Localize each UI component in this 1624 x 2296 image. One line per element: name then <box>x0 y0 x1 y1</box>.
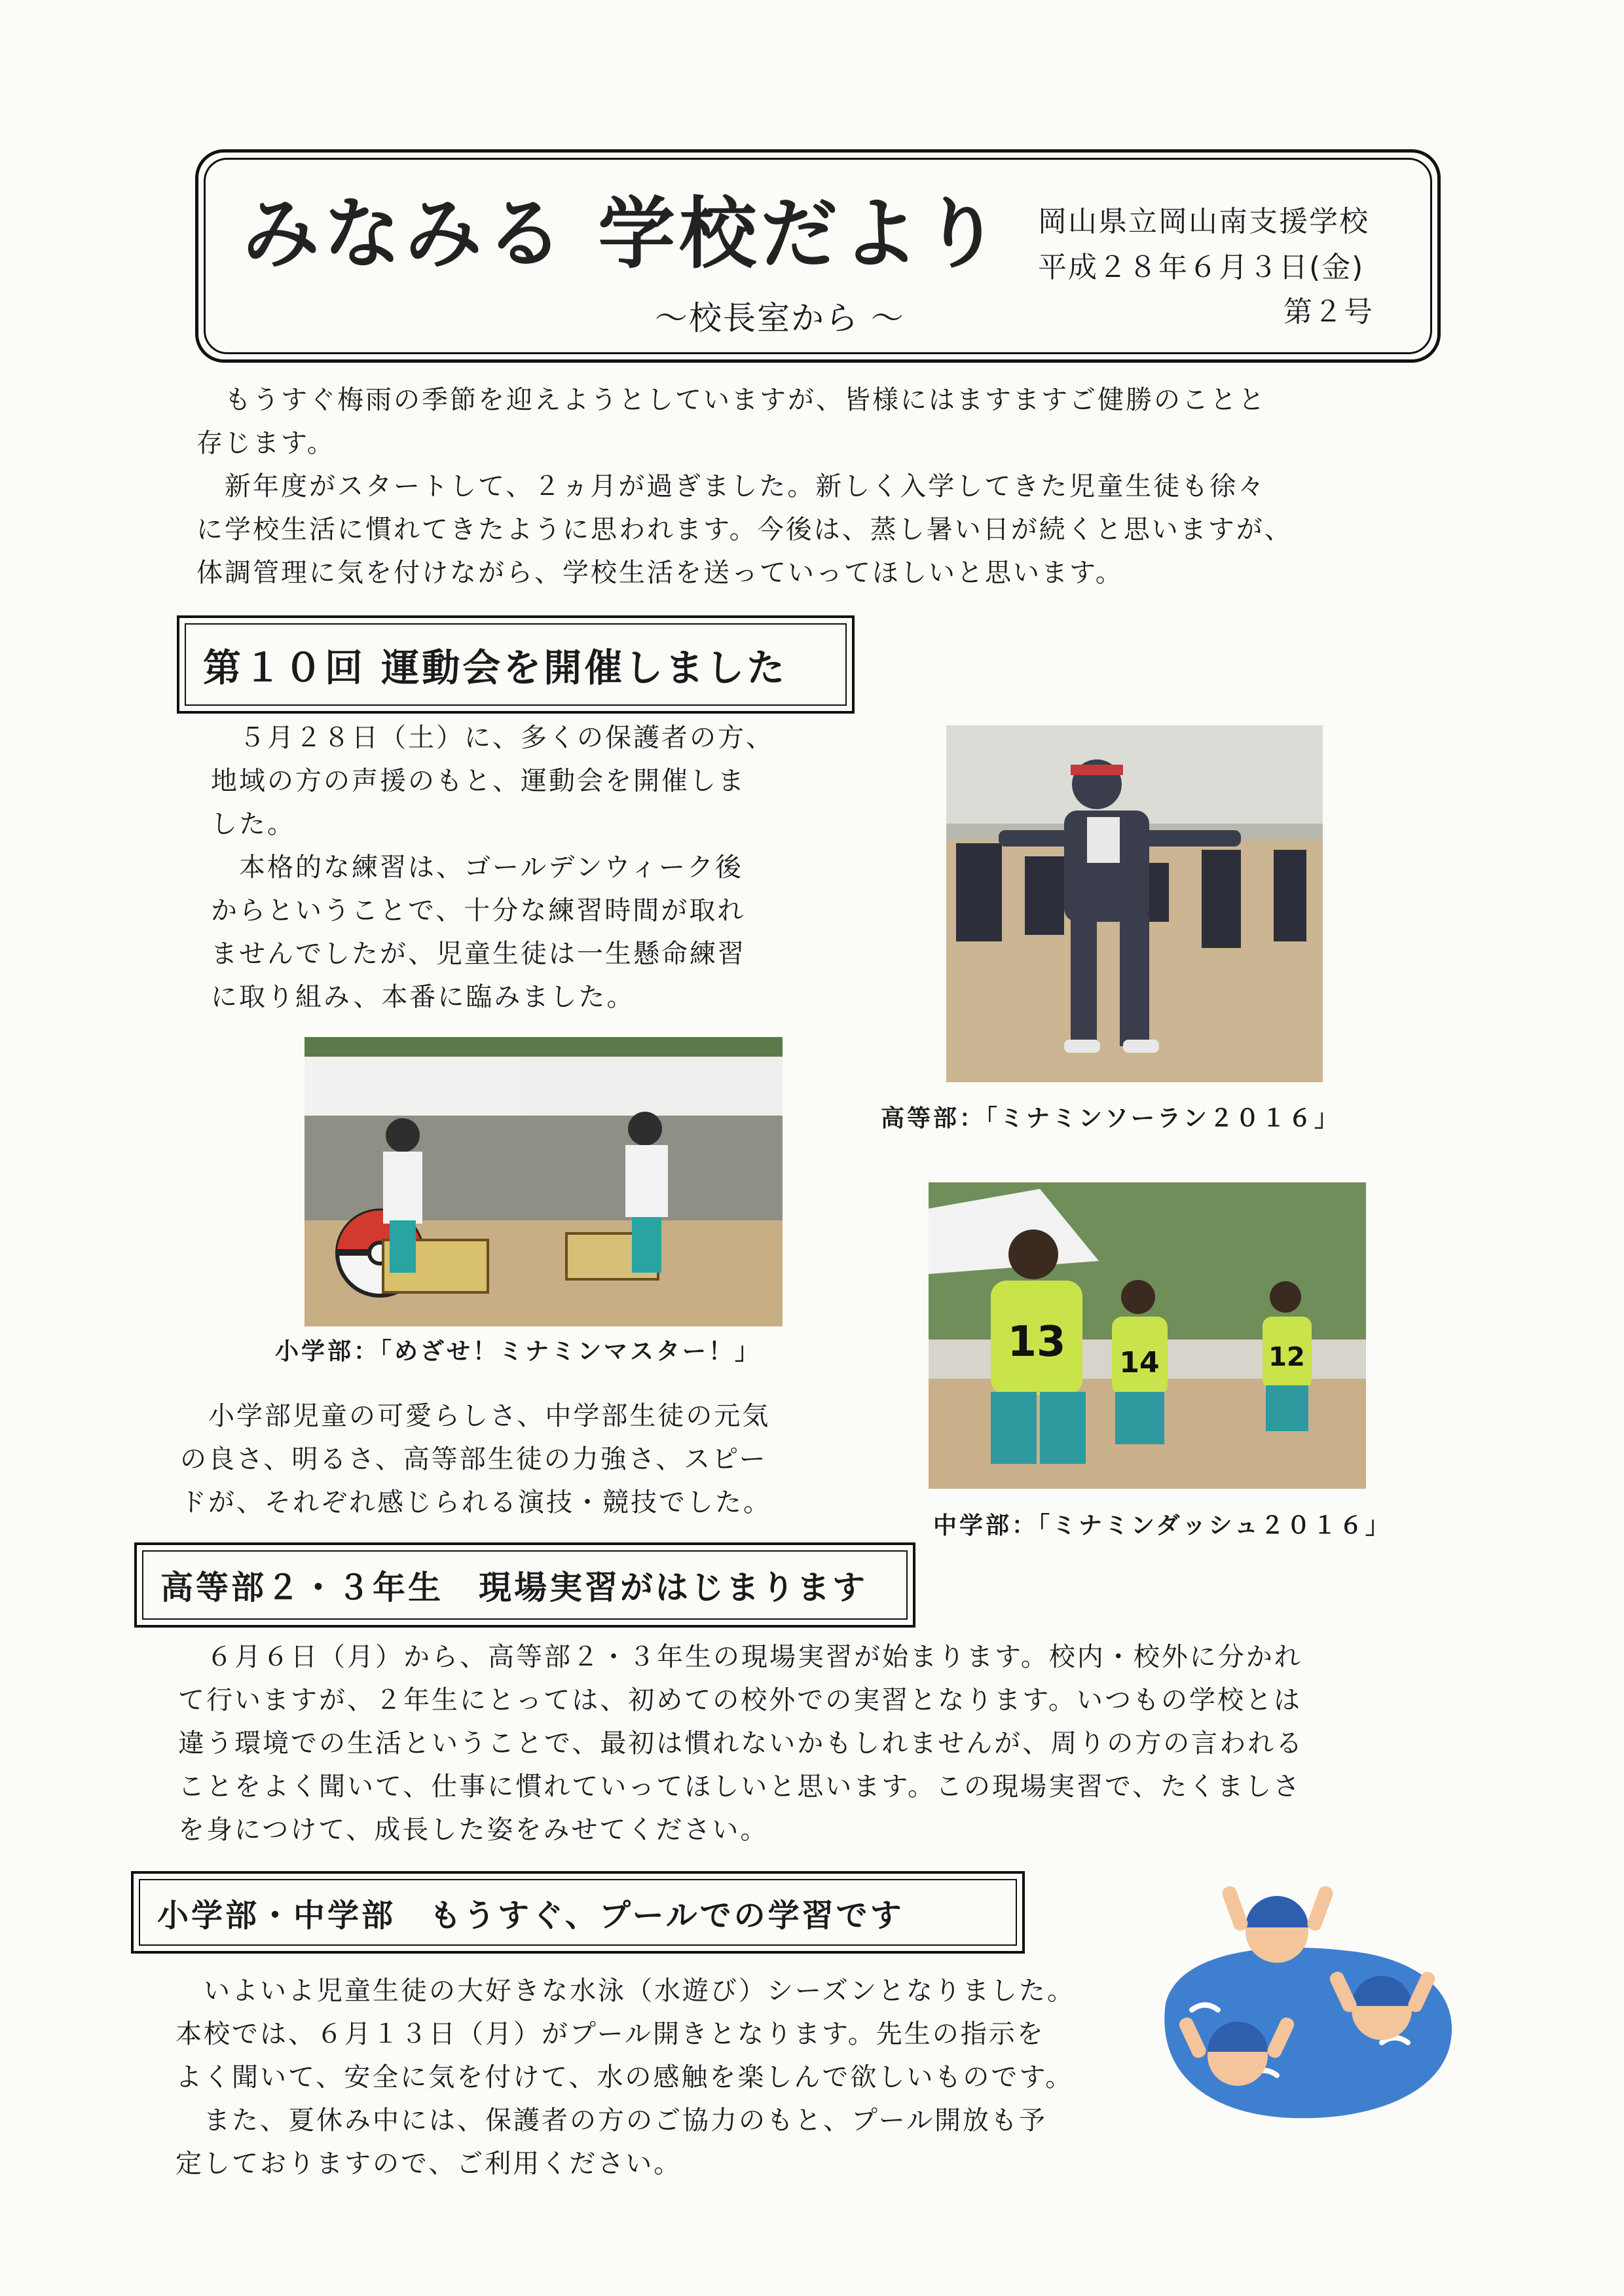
sports-day-line: ませんでしたが、児童生徒は一生懸命練習 <box>211 939 746 969</box>
newsletter-subtitle: ～校長室から ～ <box>655 299 905 337</box>
caption-elementary: 小学部：「めざせ！ミナミンマスター！」 <box>275 1338 762 1365</box>
intro-line: に学校生活に慣れてきたように思われます。今後は、蒸し暑い日が続くと思いますが、 <box>196 515 1293 545</box>
caption-high-school: 高等部：「ミナミンソーラン２０１６」 <box>881 1105 1341 1132</box>
sports-day-line: 地域の方の声援のもと、運動会を開催しま <box>211 766 746 796</box>
sports-day-line: ドが、それぞれ感じられる演技・競技でした。 <box>180 1487 771 1518</box>
internship-line: 違う環境での生活ということで、最初は慣れないかもしれませんが、周りの方の言われる <box>178 1728 1304 1758</box>
pool-line: いよいよ児童生徒の大好きな水泳（水遊び）シーズンとなりました。 <box>175 1976 1075 2006</box>
pool-heading-text: 小学部・中学部 もうすぐ、プールでの学習です <box>157 1897 904 1934</box>
pool-line: 定しておりますので、ご利用ください。 <box>175 2149 682 2179</box>
intro-text <box>196 378 1428 594</box>
pool-heading <box>131 1871 1025 1954</box>
school-name: 岡山県立岡山南支援学校 <box>1038 205 1369 238</box>
swimming-kids-illustration <box>1153 1879 1460 2128</box>
internship-heading-text: 高等部２・３年生 現場実習がはじまります <box>160 1569 868 1607</box>
internship-text <box>178 1635 1435 1851</box>
sports-day-line: の良さ、明るさ、高等部生徒の力強さ、スピー <box>180 1444 767 1474</box>
sports-day-text <box>211 716 826 1019</box>
pool-line: よく聞いて、安全に気を付けて、水の感触を楽しんで欲しいものです。 <box>175 2062 1074 2092</box>
internship-line: て行いますが、２年生にとっては、初めての校外での実習となります。いつもの学校とは <box>178 1685 1302 1715</box>
photo-elementary <box>304 1037 783 1326</box>
sports-day-line: した。 <box>211 809 295 839</box>
intro-line: 体調管理に気を付けながら、学校生活を送っていってほしいと思います。 <box>196 558 1124 588</box>
intro-line: 存じます。 <box>196 428 335 458</box>
intro-line: もうすぐ梅雨の季節を迎えようとしていますが、皆様にはますますご健勝のことと <box>196 385 1266 415</box>
internship-heading <box>134 1542 915 1628</box>
photo-junior-high-dash <box>929 1182 1366 1489</box>
internship-line: を身につけて、成長した姿をみせてください。 <box>178 1815 769 1845</box>
pool-line: 本校では、６月１３日（月）がプール開きとなります。先生の指示を <box>175 2019 1045 2049</box>
sports-day-line: 本格的な練習は、ゴールデンウィーク後 <box>211 852 743 883</box>
sports-day-line: に取り組み、本番に臨みました。 <box>211 982 635 1012</box>
sports-day-heading <box>177 615 855 714</box>
photo-high-school-dance <box>946 725 1323 1082</box>
bib-number-14: 14 <box>1119 1346 1160 1379</box>
sports-day-line: 小学部児童の可愛らしさ、中学部生徒の元気 <box>180 1401 771 1431</box>
intro-line: 新年度がスタートして、２ヵ月が過ぎました。新しく入学してきた児童生徒も徐々 <box>196 471 1266 501</box>
pool-line: また、夏休み中には、保護者の方のご協力のもと、プール開放も予 <box>175 2105 1047 2136</box>
bib-number-13: 13 <box>1007 1318 1066 1366</box>
sports-day-heading-text: 第１０回 運動会を開催しました <box>203 646 788 690</box>
issue-date: 平成２８年６月３日(金) <box>1038 251 1365 284</box>
internship-line: ことをよく聞いて、仕事に慣れていってほしいと思います。この現場実習で、たくましさ <box>178 1772 1302 1802</box>
issue-number: 第２号 <box>1283 295 1374 329</box>
newsletter-title: みなみる 学校だより <box>242 189 1005 279</box>
caption-junior-high: 中学部：「ミナミンダッシュ２０１６」 <box>933 1512 1392 1539</box>
sports-day-summary <box>180 1394 868 1524</box>
bib-number-12: 12 <box>1268 1342 1305 1372</box>
sports-day-line: ５月２８日（土）に、多くの保護者の方、 <box>211 723 774 753</box>
internship-line: ６月６日（月）から、高等部２・３年生の現場実習が始まります。校内・校外に分かれ <box>178 1642 1302 1672</box>
sports-day-line: からということで、十分な練習時間が取れ <box>211 896 746 926</box>
pool-text <box>175 1969 1158 2185</box>
